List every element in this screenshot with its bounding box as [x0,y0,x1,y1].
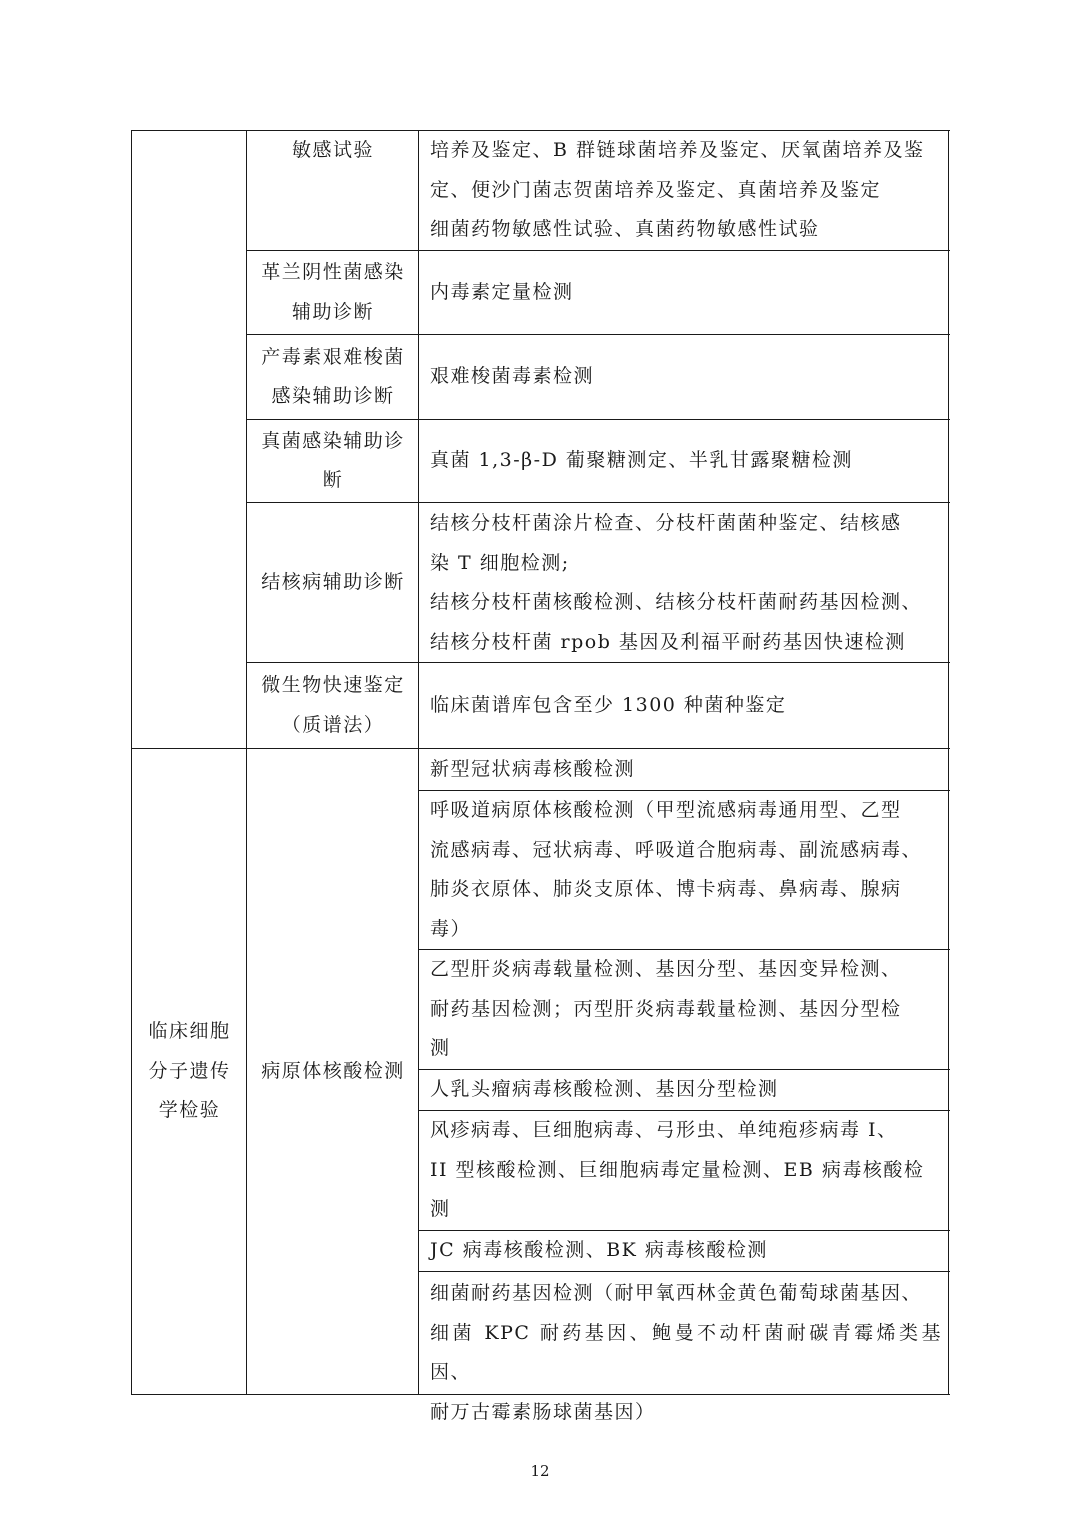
item-cell [248,503,418,662]
content-line: 内毒素定量检测 [430,280,574,303]
content-cell [430,1111,942,1230]
content-cell [430,663,942,748]
content-line: 新型冠状病毒核酸检测 [430,758,636,780]
content-line: 流感病毒、冠状病毒、呼吸道合胞病毒、副流感病毒、 [430,838,923,861]
content-cell [430,1070,942,1110]
content-line: 毒） [430,917,472,940]
content-line: 真菌 1,3-β-D 葡聚糖测定、半乳甘露聚糖检测 [430,449,853,472]
content-line: 染 T 细胞检测; [430,551,570,574]
item-cell [248,251,418,334]
content-line: II 型核酸检测、巨细胞病毒定量检测、EB 病毒核酸检 [430,1158,925,1181]
content-line: 肺炎衣原体、肺炎支原体、博卡病毒、鼻病毒、腺病 [430,878,902,900]
content-cell [430,335,942,419]
content-cell [430,504,942,662]
content-line: 风疹病毒、巨细胞病毒、弓形虫、单纯疱疹病毒 I、 [430,1119,898,1141]
column-divider-2 [418,130,419,1395]
content-line: 细菌药物敏感性试验、真菌药物敏感性试验 [430,218,820,240]
item-label: 敏感试验 [291,139,374,161]
item-label: 产毒素艰难梭菌 [261,345,405,368]
content-line: 测 [430,1198,451,1220]
content-cell [430,251,942,334]
item-label: 辅助诊断 [291,300,374,323]
item-label: （质谱法） [281,713,385,736]
content-cell [430,791,942,949]
category-label: 临床细胞 [148,1020,231,1043]
content-line: 临床菌谱库包含至少 1300 种菌种鉴定 [430,693,787,716]
table-right-border [948,130,949,1395]
item-cell [248,663,418,748]
content-cell [430,131,942,250]
content-line: 细菌 KPC 耐药基因、鲍曼不动杆菌耐碳青霉烯类基因、 [430,1321,942,1383]
content-line: 结核分枝杆菌 rpob 基因及利福平耐药基因快速检测 [430,630,906,653]
content-line: JC 病毒核酸检测、BK 病毒核酸检测 [430,1239,768,1261]
content-cell [430,1231,942,1271]
item-label: 微生物快速鉴定 [261,674,405,696]
content-cell [430,750,942,790]
content-divider [418,1271,950,1272]
content-cell [430,420,942,502]
content-line: 结核分枝杆菌核酸检测、结核分枝杆菌耐药基因检测、 [430,591,923,613]
item-label: 病原体核酸检测 [261,1059,405,1082]
item-label: 革兰阴性菌感染 [261,261,405,283]
content-line: 结核分枝杆菌涂片检查、分枝杆菌菌种鉴定、结核感 [430,512,902,534]
content-line: 人乳头瘤病毒核酸检测、基因分型检测 [430,1078,779,1100]
content-cell [430,950,942,1069]
item-label: 结核病辅助诊断 [261,570,405,593]
content-line: 艰难梭菌毒素检测 [430,365,595,388]
item-cell [248,749,418,1394]
content-line: 细菌耐药基因检测（耐甲氧西林金黄色葡萄球菌基因、 [430,1282,923,1304]
content-line: 耐万古霉素肠球菌基因） [430,1400,656,1423]
content-line: 培养及鉴定、B 群链球菌培养及鉴定、厌氧菌培养及鉴 [430,139,925,161]
item-label: 真菌感染辅助诊 [261,429,405,452]
item-label: 感染辅助诊断 [271,385,395,407]
category-label: 分子遗传 [148,1059,231,1082]
content-cell [430,1274,942,1423]
content-line: 耐药基因检测；丙型肝炎病毒载量检测、基因分型检 [430,997,902,1020]
item-cell [248,335,418,419]
page-number: 12 [530,1462,550,1480]
content-line: 测 [430,1037,451,1059]
content-line: 呼吸道病原体核酸检测（甲型流感病毒通用型、乙型 [430,799,902,821]
content-line: 乙型肝炎病毒载量检测、基因分型、基因变异检测、 [430,958,902,980]
category-cell [133,749,246,1394]
content-line: 定、便沙门菌志贺菌培养及鉴定、真菌培养及鉴定 [430,178,882,201]
category-label: 学检验 [158,1099,221,1122]
item-cell [248,420,418,502]
item-label: 断 [322,469,344,491]
item-cell [248,131,418,171]
